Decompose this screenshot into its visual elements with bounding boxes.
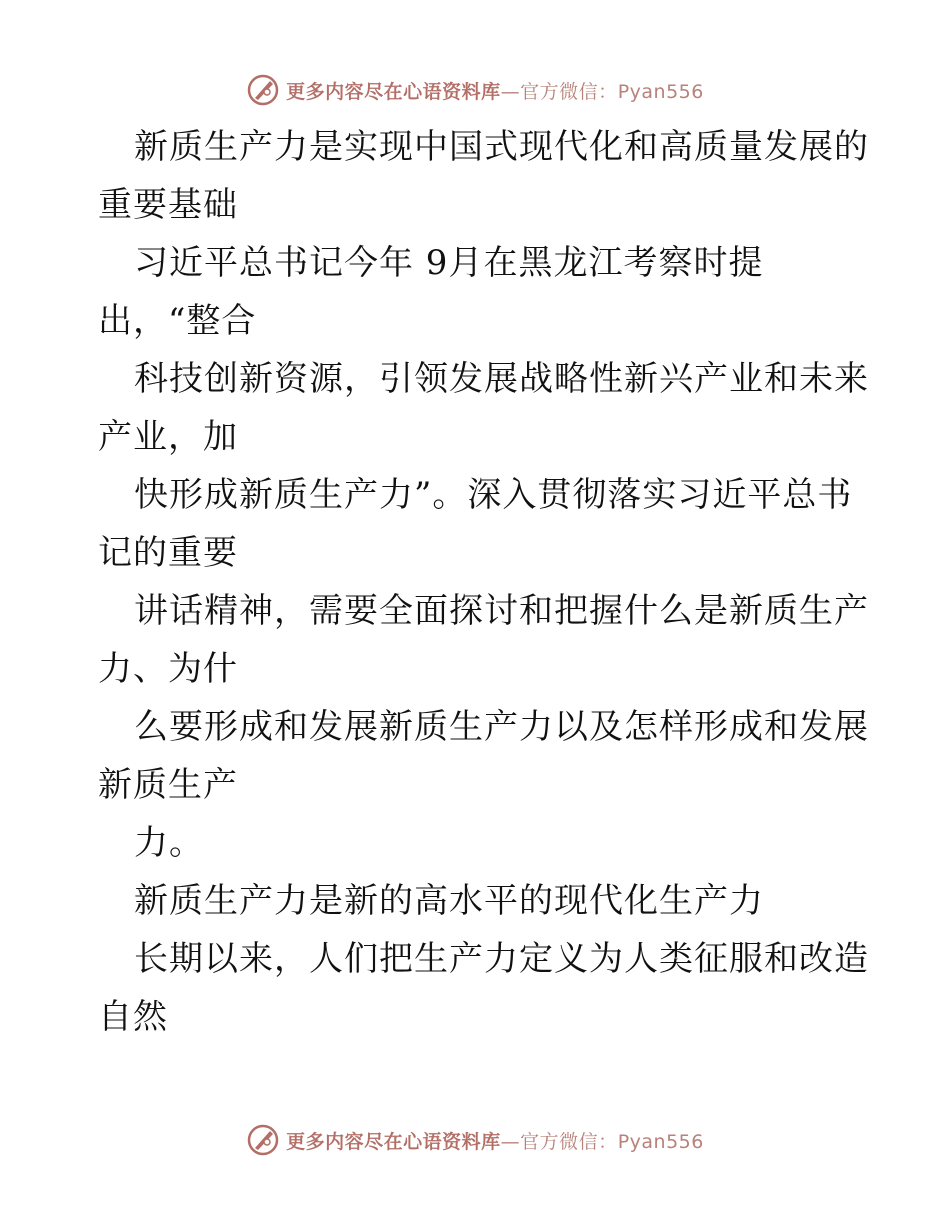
watermark-account: Pyan556 [617,80,704,103]
document-heading-continued: 重要基础 [98,185,238,225]
document-heading: 新质生产力是实现中国式现代化和高质量发展的 [134,127,869,167]
watermark-account: Pyan556 [617,1130,704,1153]
watermark-text [286,77,704,104]
paragraph-line: 新质生产 [98,765,238,805]
watermark-dash: — [500,80,521,103]
paragraph-line: 科技创新资源，引领发展战略性新兴产业和未来 [134,359,869,399]
watermark-text [286,1127,704,1154]
document-body [98,118,869,1046]
paragraph-line: 力、为什 [98,649,238,689]
paragraph-line: 出，“整合 [98,301,257,341]
paragraph-line: 记的重要 [98,533,238,573]
watermark-suffix: 官方微信： [520,1130,618,1153]
watermark-dash: — [500,1130,521,1153]
paragraph-line: 自然 [98,997,168,1037]
footer-watermark [0,1120,950,1160]
paragraph-line: 快形成新质生产力”。深入贯彻落实习近平总书 [134,475,853,515]
watermark-brand: 更多内容尽在心语资料库 [286,80,501,103]
quill-pen-seal-icon [246,1123,280,1157]
paragraph-line: 习近平总书记今年 9月在黑龙江考察时提 [134,243,764,283]
paragraph-line: 么要形成和发展新质生产力以及怎样形成和发展 [134,707,869,747]
quill-pen-seal-icon [246,73,280,107]
section-heading: 新质生产力是新的高水平的现代化生产力 [134,881,764,921]
watermark-suffix: 官方微信： [520,80,618,103]
paragraph-line: 讲话精神，需要全面探讨和把握什么是新质生产 [134,591,869,631]
watermark-brand: 更多内容尽在心语资料库 [286,1130,501,1153]
header-watermark [0,70,950,110]
paragraph-line: 产业，加 [98,417,238,457]
paragraph-line: 力。 [134,823,204,863]
paragraph-line: 长期以来，人们把生产力定义为人类征服和改造 [134,939,869,979]
